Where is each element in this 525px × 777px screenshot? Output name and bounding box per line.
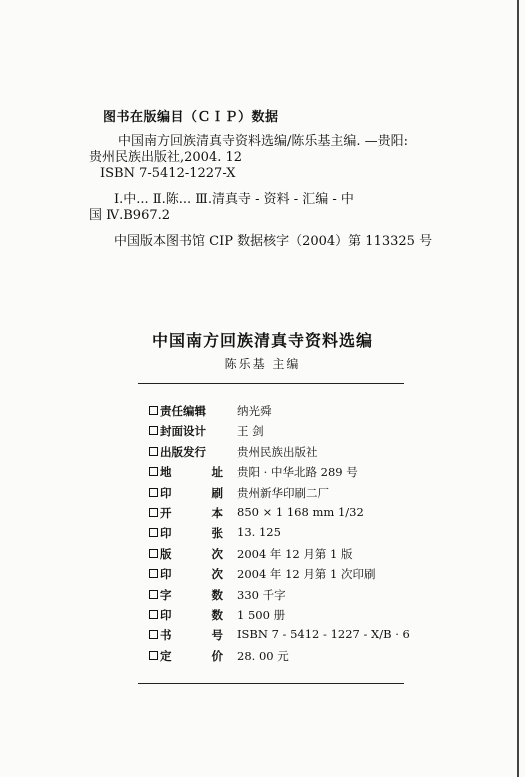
detail-label-part: 印 [160,526,172,541]
detail-label-part: 开 [160,506,172,520]
checkbox-square-icon [149,549,158,558]
detail-value: 850 × 1 168 mm 1/32 [237,505,364,519]
page-edge [517,0,519,777]
cip-library-line: 中国版本图书馆 CIP 数据核字（2004）第 113325 号 [114,234,433,249]
checkbox-square-icon [149,651,158,660]
checkbox-square-icon [149,630,158,639]
detail-value: 贵州民族出版社 [237,444,318,459]
detail-label-part: 版 [160,546,172,561]
detail-label-part: 印 [160,485,172,500]
cip-isbn-line: ISBN 7-5412-1227-X [100,166,236,181]
detail-label-part: 书 [160,628,172,643]
detail-value: 贵阳 · 中华北路 289 号 [237,465,358,480]
detail-label-part: 次 [211,567,223,582]
cip-title-line: 中国南方回族清真寺资料选编/陈乐基主编. —贵阳: [118,134,409,149]
detail-label [160,403,223,419]
checkbox-square-icon [149,447,158,456]
detail-label [160,607,223,623]
detail-label-part: 定 [160,648,172,663]
detail-label-part: 张 [211,526,223,541]
detail-label-part: 刷 [211,485,223,500]
checkbox-square-icon [149,569,158,578]
checkbox-square-icon [149,406,158,415]
detail-label-part: 印 [160,567,172,582]
detail-label-part: 印 [160,608,172,622]
detail-value: 王 剑 [237,424,264,439]
cip-heading: 图书在版编目（ＣＩＰ）数据 [103,110,279,125]
cip-classification-cont: 国 Ⅳ.B967.2 [89,208,171,223]
detail-value: ISBN 7 - 5412 - 1227 - X/B · 6 [237,627,410,642]
checkbox-square-icon [149,426,158,435]
detail-label-part: 址 [211,465,223,480]
top-rule [138,383,404,384]
detail-value: 28. 00 元 [237,648,289,663]
detail-value: 330 千字 [237,587,286,602]
detail-label-part: 字 [160,587,172,602]
checkbox-square-icon [149,508,158,517]
detail-label-part: 价 [211,648,223,663]
cip-classification-line: Ⅰ.中... Ⅱ.陈... Ⅲ.清真寺 - 资料 - 汇编 - 中 [114,192,354,207]
detail-label [160,464,223,480]
detail-value: 贵州新华印刷二厂 [237,485,329,500]
detail-label [160,525,223,541]
detail-label-part: 本 [211,506,223,520]
book-editor: 陈乐基 主编 [224,357,301,371]
detail-label-part: 出版发行 [160,444,206,459]
bottom-rule [138,683,404,684]
detail-label [160,648,223,664]
cip-publisher-line: 贵州民族出版社,2004. 12 [89,150,243,165]
detail-label-part: 数 [211,608,223,622]
checkbox-square-icon [149,488,158,497]
checkbox-square-icon [149,528,158,537]
detail-label [160,505,223,521]
detail-label [160,546,223,562]
detail-label [160,566,223,582]
detail-label-part: 地 [160,465,172,480]
detail-label-part: 数 [211,587,223,602]
detail-label-part: 封面设计 [160,424,206,439]
detail-label [160,587,223,603]
detail-value: 纳光舜 [237,404,272,418]
detail-label-part: 责任编辑 [160,404,206,418]
detail-label-part: 次 [211,546,223,561]
detail-value: 13. 125 [237,525,281,540]
checkbox-square-icon [149,610,158,619]
detail-label-part: 号 [211,628,223,643]
detail-label [160,627,223,643]
checkbox-square-icon [149,467,158,476]
detail-label [160,444,223,460]
checkbox-square-icon [149,590,158,599]
detail-value: 2004 年 12 月第 1 版 [237,546,353,561]
detail-label [160,485,223,501]
detail-value: 2004 年 12 月第 1 次印刷 [237,567,376,582]
book-title: 中国南方回族清真寺资料选编 [151,331,373,350]
detail-value: 1 500 册 [237,608,286,622]
detail-label [160,423,223,439]
